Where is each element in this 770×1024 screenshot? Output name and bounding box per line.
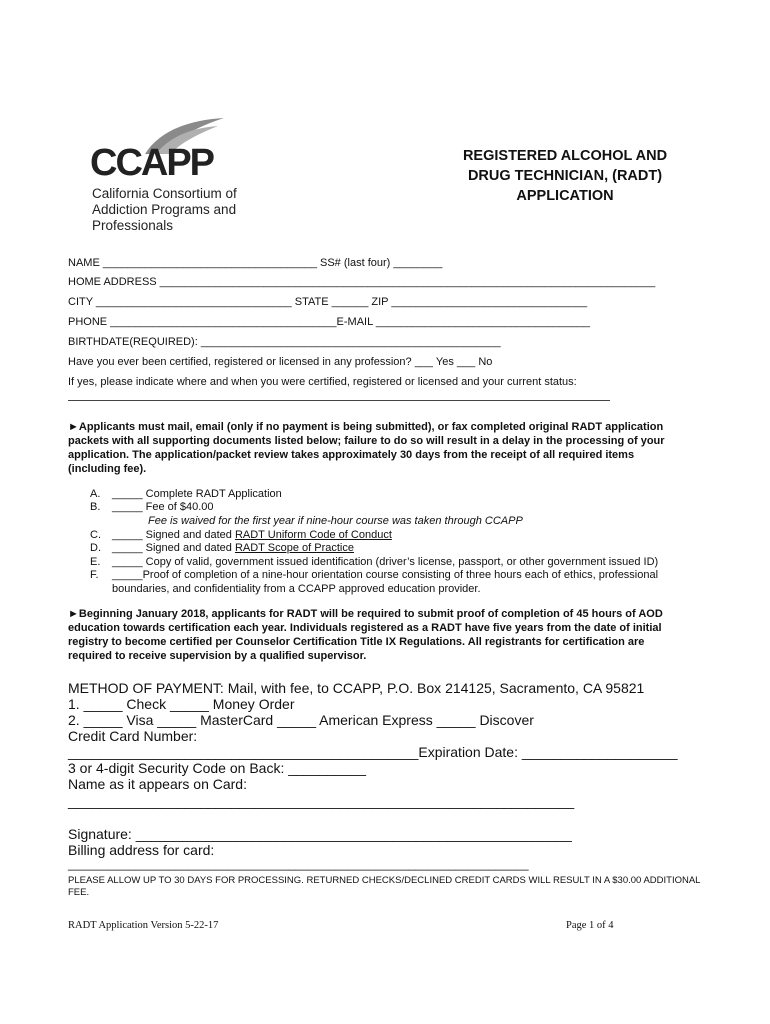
checklist-item-b: B. _____ Fee of $40.00: [90, 501, 214, 513]
payment-method-heading: METHOD OF PAYMENT: Mail, with fee, to CCAPP, P.O. Box 214125, Sacramento, CA 95821: [68, 680, 645, 696]
title-line-2: DRUG TECHNICIAN, (RADT): [467, 168, 663, 184]
billing-address-field[interactable]: _____________________________________________________________________: [68, 857, 529, 871]
home-address-field[interactable]: HOME ADDRESS _________________________________________________________________________________: [68, 276, 656, 288]
page-title: [440, 146, 690, 206]
checklist-item-f: F. _____Proof of completion of a nine-hour orientation course consisting of three hours each of ethics, professional: [90, 569, 659, 581]
signature-field[interactable]: Signature: ________________________________________________________: [68, 826, 572, 842]
checklist-item-a: A. _____ Complete RADT Application: [90, 488, 282, 500]
logo-org-line-3: Professionals: [92, 218, 174, 233]
payment-card-type-option[interactable]: 2. _____ Visa _____ MasterCard _____ American Express _____ Discover: [68, 712, 534, 728]
city-state-zip-field[interactable]: CITY ________________________________ STATE ______ ZIP ________________________________: [68, 296, 588, 308]
certified-question[interactable]: Have you ever been certified, registered or licensed in any profession? ___ Yes ___ No: [68, 356, 493, 368]
credit-card-expiration-field[interactable]: _____________________________________________Expiration Date: ____________________: [68, 744, 678, 760]
birthdate-field[interactable]: BIRTHDATE(REQUIRED): _________________________________________________: [68, 336, 501, 348]
billing-address-label: Billing address for card:: [68, 842, 215, 858]
notice-application-submission: ►Applicants must mail, email (only if no payment is being submitted), or fax completed original RADT application packets with all supporting documents listed below; failure to do so will result in a delay in the processing of your application. The application/packet review takes approximately 30 days from the receipt of all required items (including fee).: [68, 421, 665, 475]
if-yes-answer-line[interactable]: [68, 400, 610, 401]
logo-org-line-2: Addiction Programs and: [92, 202, 237, 217]
logo-org-line-1: California Consortium of: [92, 186, 237, 201]
version-label: RADT Application Version 5-22-17: [68, 920, 219, 931]
radt-scope-of-practice-link[interactable]: RADT Scope of Practice: [234, 542, 354, 554]
processing-notice: PLEASE ALLOW UP TO 30 DAYS FOR PROCESSING. RETURNED CHECKS/DECLINED CREDIT CARDS WILL RESULT IN A $30.00 ADDITIONAL FEE.: [68, 875, 701, 898]
radt-uniform-code-link[interactable]: RADT Uniform Code of Conduct: [234, 529, 392, 541]
arrow-right-icon: ►: [68, 421, 79, 433]
credit-card-number-label: Credit Card Number:: [68, 728, 198, 744]
title-line-3: APPLICATION: [516, 188, 614, 204]
phone-email-field[interactable]: PHONE _____________________________________E-MAIL ___________________________________: [68, 316, 590, 328]
ccapp-logo: [90, 116, 240, 236]
name-field[interactable]: NAME ___________________________________ SS# (last four) ________: [68, 257, 443, 269]
payment-check-option[interactable]: 1. _____ Check _____ Money Order: [68, 696, 295, 712]
checklist-item-d: D. _____ Signed and dated RADT Scope of Practice: [90, 542, 354, 554]
checklist-item-f-cont: boundaries, and confidentiality from a CCAPP approved education provider.: [112, 583, 481, 595]
checklist-item-e: E. _____ Copy of valid, government issued identification (driver’s license, passport, or other government issued ID): [90, 556, 659, 568]
checklist-item-b-note: Fee is waived for the first year if nine-hour course was taken through CCAPP: [148, 515, 523, 527]
name-on-card-field[interactable]: _________________________________________________________________: [68, 793, 575, 809]
name-on-card-label: Name as it appears on Card:: [68, 776, 247, 792]
arrow-right-icon: ►: [68, 608, 79, 620]
checklist-item-c: C. _____ Signed and dated RADT Uniform Code of Conduct: [90, 529, 392, 541]
page-number: Page 1 of 4: [566, 920, 614, 931]
notice-2018-requirements: ►Beginning January 2018, applicants for RADT will be required to submit proof of completion of 45 hours of AOD education towards certification each year. Individuals registered as a RADT have five years from the date of initial registry to become certified per Counselor Certification Title IX Regulations. All registrants for certification are required to receive supervision by a qualified supervisor.: [68, 608, 663, 662]
security-code-field[interactable]: 3 or 4-digit Security Code on Back: __________: [68, 760, 367, 776]
logo-wordmark: CCAPP: [90, 142, 214, 184]
if-yes-instruction: If yes, please indicate where and when you were certified, registered or licensed and your current status:: [68, 376, 577, 388]
title-line-1: REGISTERED ALCOHOL AND: [462, 148, 668, 164]
